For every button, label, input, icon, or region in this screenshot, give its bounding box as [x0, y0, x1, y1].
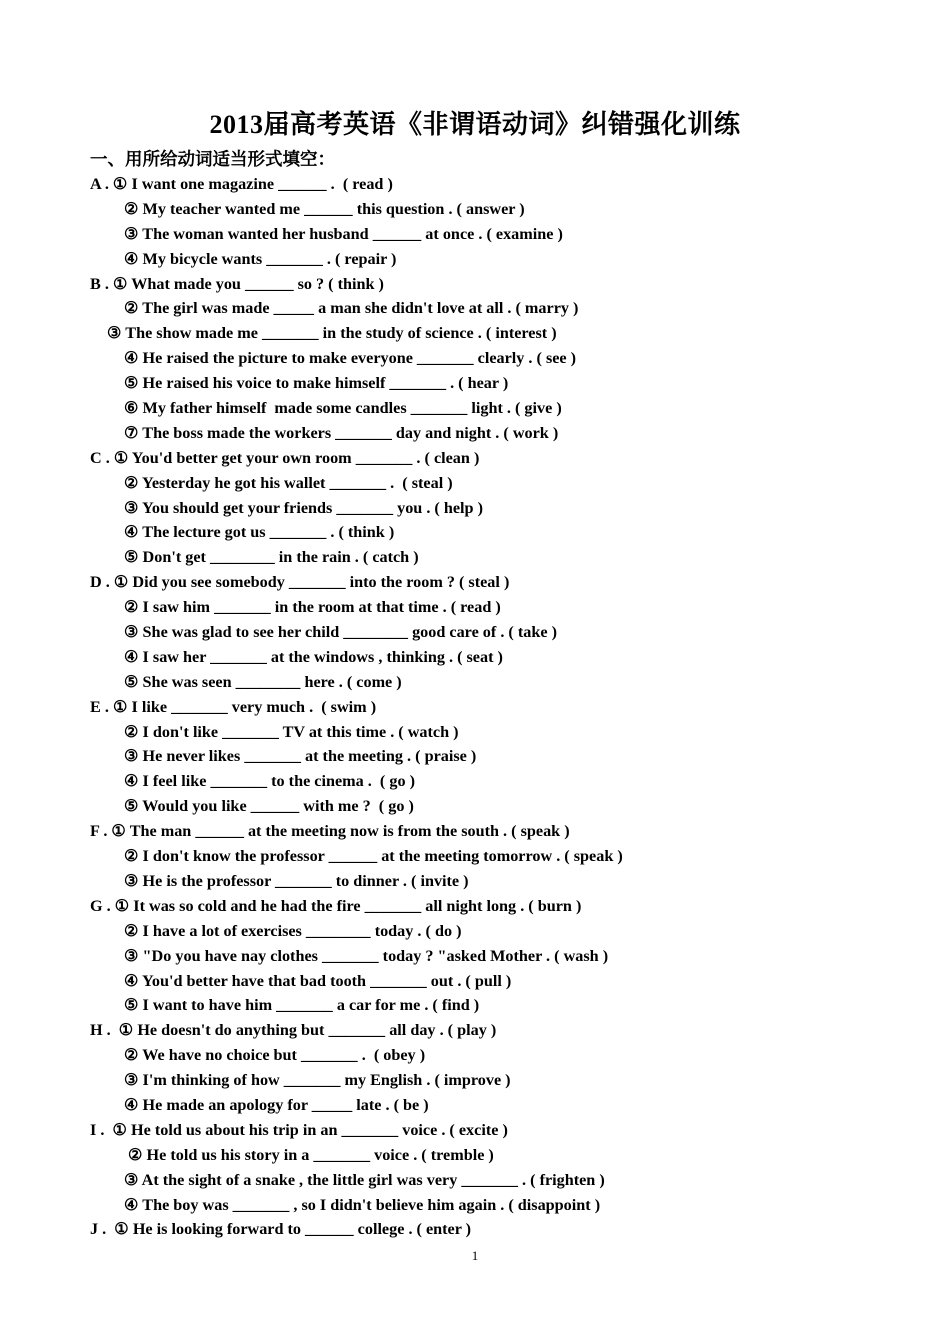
exercise-line: ③ He never likes _______ at the meeting . ( praise ) — [124, 747, 477, 766]
exercise-line: ⑤ Would you like ______ with me ? ( go ) — [124, 797, 414, 816]
exercise-line: ③ You should get your friends _______ you . ( help ) — [124, 498, 483, 517]
exercise-line: ④ The boy was _______ , so I didn't believe him again . ( disappoint ) — [124, 1195, 601, 1214]
exercise-line: ⑤ I want to have him _______ a car for me . ( find ) — [124, 996, 480, 1015]
exercise-line: ② He told us his story in a _______ voice . ( tremble ) — [128, 1145, 494, 1164]
exercise-line: ③ He is the professor _______ to dinner . ( invite ) — [124, 871, 469, 890]
exercise-line: ② Yesterday he got his wallet _______ . ( steal ) — [124, 473, 453, 492]
exercise-line: ④ I feel like _______ to the cinema . ( go ) — [124, 772, 415, 791]
exercise-line: ③ The woman wanted her husband ______ at once . ( examine ) — [124, 224, 563, 243]
exercise-line: ② The girl was made _____ a man she didn't love at all . ( marry ) — [124, 299, 579, 318]
exercise-line: ③ She was glad to see her child ________ good care of . ( take ) — [124, 623, 557, 642]
exercise-line: ③ I'm thinking of how _______ my English . ( improve ) — [124, 1071, 511, 1090]
exercise-line: ④ I saw her _______ at the windows , thinking . ( seat ) — [124, 647, 503, 666]
exercise-line: J . ① He is looking forward to ______ college . ( enter ) — [90, 1220, 472, 1239]
exercise-line: A . ① I want one magazine ______ . ( read ) — [90, 175, 393, 193]
exercise-line: I . ① He told us about his trip in an _______ voice . ( excite ) — [90, 1120, 508, 1139]
exercise-line: ⑤ She was seen ________ here . ( come ) — [124, 672, 402, 691]
exercise-line: ④ He raised the picture to make everyone _______ clearly . ( see ) — [124, 349, 577, 368]
exercise-line: ② My teacher wanted me ______ this question . ( answer ) — [124, 199, 525, 218]
exercise-line: ③ "Do you have nay clothes _______ today ? "asked Mother . ( wash ) — [124, 946, 609, 965]
exercise-line: ② We have no choice but _______ . ( obey ) — [124, 1046, 426, 1065]
page-number: 1 — [471, 1248, 479, 1263]
exercise-line: ④ My bicycle wants _______ . ( repair ) — [124, 249, 397, 268]
exercise-line: ⑥ My father himself made some candles _______ light . ( give ) — [124, 399, 562, 418]
exercise-line: H . ① He doesn't do anything but _______ all day . ( play ) — [90, 1021, 497, 1040]
exercise-line: F . ① The man ______ at the meeting now is from the south . ( speak ) — [90, 822, 570, 841]
exercise-line: ③ At the sight of a snake , the little girl was very _______ . ( frighten ) — [124, 1170, 605, 1189]
exercise-line: C . ① You'd better get your own room _______ . ( clean ) — [90, 448, 480, 467]
exercise-line: ⑤ He raised his voice to make himself _______ . ( hear ) — [124, 374, 509, 393]
exercise-line: ② I don't like _______ TV at this time . ( watch ) — [124, 722, 459, 741]
exercise-line: D . ① Did you see somebody _______ into the room ? ( steal ) — [90, 573, 510, 592]
exercise-line: G . ① It was so cold and he had the fire _______ all night long . ( burn ) — [90, 896, 582, 915]
exercise-line: ② I have a lot of exercises ________ today . ( do ) — [124, 921, 462, 940]
exercise-line: B . ① What made you ______ so ? ( think ) — [90, 274, 384, 293]
exercise-line: ④ The lecture got us _______ . ( think ) — [124, 523, 395, 542]
document-title: 2013届高考英语《非谓语动词》纠错强化训练 — [209, 110, 741, 139]
exercise-list — [0, 172, 950, 1242]
exercise-line: ③ The show made me _______ in the study of science . ( interest ) — [107, 324, 557, 343]
exercise-line: ② I don't know the professor ______ at the meeting tomorrow . ( speak ) — [124, 847, 623, 866]
exercise-line: ② I saw him _______ in the room at that time . ( read ) — [124, 598, 501, 617]
exercise-line: ④ You'd better have that bad tooth _______ out . ( pull ) — [124, 971, 512, 990]
section-heading: 一、用所给动词适当形式填空： — [90, 150, 335, 170]
exercise-line: ⑦ The boss made the workers _______ day and night . ( work ) — [124, 423, 559, 442]
exercise-line: ⑤ Don't get ________ in the rain . ( catch ) — [124, 548, 419, 567]
exercise-line: E . ① I like _______ very much . ( swim ) — [90, 697, 377, 716]
exercise-line: ④ He made an apology for _____ late . ( be ) — [124, 1095, 429, 1114]
